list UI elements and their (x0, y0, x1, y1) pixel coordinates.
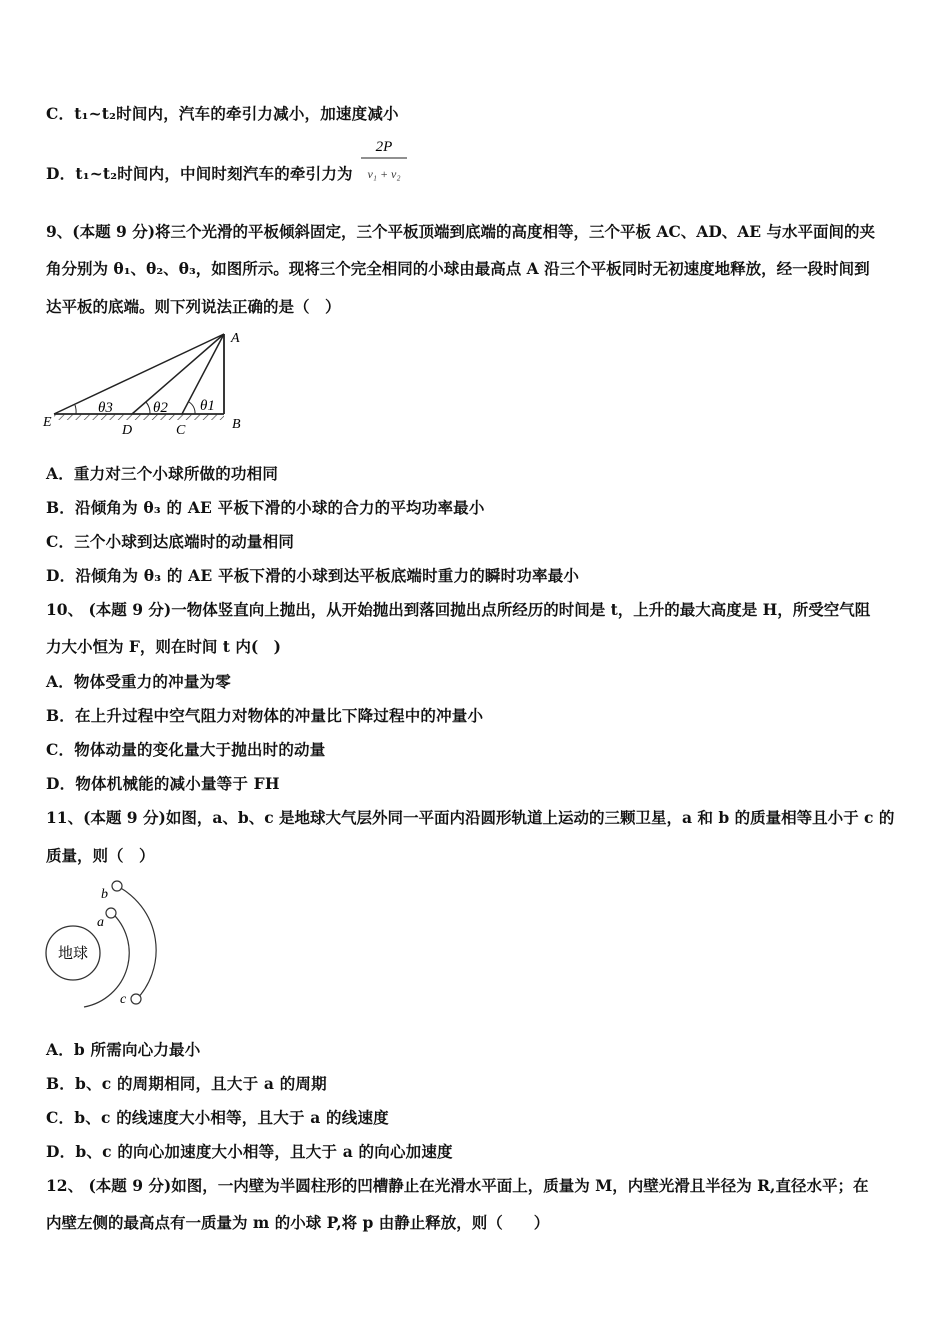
q12-stem-line2: 内壁左侧的最高点有一质量为 m 的小球 P,将 p 由静止释放，则（ ） (46, 1213, 550, 1232)
q10-option-d: D．物体机械能的减小量等于 FH (46, 774, 280, 793)
q9-incline-figure (40, 328, 250, 434)
angle-arc-3 (75, 405, 76, 414)
ground-hatching (54, 414, 224, 420)
point-d-label: D (122, 423, 133, 434)
fraction-numerator: 2P (375, 139, 393, 155)
q9-stem-line1: 9、(本题 9 分)将三个光滑的平板倾斜固定，三个平板顶端到底端的高度相等，三个平板 AC、AD、AE 与水平面间的夹 (46, 222, 875, 241)
earth-label: 地球 (57, 946, 89, 962)
q11-option-c: C．b、c 的线速度大小相等，且大于 a 的线速度 (46, 1108, 389, 1127)
q10-option-b: B．在上升过程中空气阻力对物体的冲量比下降过程中的冲量小 (46, 706, 484, 725)
theta2-label: θ2 (153, 400, 168, 416)
q12-stem-line1: 12、 (本题 9 分)如图，一内壁为半圆柱形的凹槽静止在光滑水平面上，质量为 M，内壁光滑且半径为 R,直径水平；在 (46, 1176, 869, 1195)
point-e-label: E (43, 415, 52, 430)
q9-option-c: C．三个小球到达底端时的动量相同 (46, 532, 295, 551)
q9-option-a: A．重力对三个小球所做的功相同 (46, 464, 279, 483)
outer-orbit (117, 886, 156, 1001)
q8-option-d: D．t₁~t₂时间内，中间时刻汽车的牵引力为 (46, 164, 353, 183)
plank-ae (54, 334, 224, 414)
satellite-b (112, 881, 122, 891)
q10-option-c: C．物体动量的变化量大于抛出时的动量 (46, 740, 326, 759)
point-b-label: B (232, 417, 241, 432)
satellite-c (131, 994, 141, 1004)
theta3-label: θ3 (98, 400, 113, 416)
q11-orbit-figure (40, 876, 170, 1011)
q11-stem-line1: 11、(本题 9 分)如图，a、b、c 是地球大气层外同一平面内沿圆形轨道上运动的三颗卫星，a 和 b 的质量相等且小于 c 的 (46, 808, 895, 827)
angle-arc-2 (146, 402, 150, 414)
q9-stem-line3: 达平板的底端。则下列说法正确的是（ ） (46, 297, 341, 316)
q8-option-c: C．t₁~t₂时间内，汽车的牵引力减小，加速度减小 (46, 104, 399, 123)
satellite-a (106, 908, 116, 918)
angle-arc-1 (189, 402, 195, 414)
point-a-label: A (231, 331, 240, 346)
satellite-c-label: c (120, 992, 127, 1007)
fraction-denominator: v₁ + v₂ (367, 167, 401, 181)
q10-stem-line2: 力大小恒为 F，则在时间 t 内( ) (46, 637, 282, 656)
satellite-b-label: b (101, 887, 108, 902)
q11-option-b: B．b、c 的周期相同，且大于 a 的周期 (46, 1074, 327, 1093)
q11-option-d: D．b、c 的向心加速度大小相等，且大于 a 的向心加速度 (46, 1142, 453, 1161)
point-c-label: C (176, 423, 186, 434)
q11-stem-line2: 质量，则（ ） (46, 846, 155, 865)
theta1-label: θ1 (200, 398, 215, 414)
q8-fraction (360, 136, 408, 186)
q9-option-b: B．沿倾角为 θ₃ 的 AE 平板下滑的小球的合力的平均功率最小 (46, 498, 485, 517)
satellite-a-label: a (97, 915, 104, 930)
q10-stem-line1: 10、 (本题 9 分)一物体竖直向上抛出，从开始抛出到落回抛出点所经历的时间是 t，上升的最大高度是 H，所受空气阻 (46, 600, 871, 619)
q11-option-a: A．b 所需向心力最小 (46, 1040, 201, 1059)
q9-stem-line2: 角分别为 θ₁、θ₂、θ₃，如图所示。现将三个完全相同的小球由最高点 A 沿三个平板同时无初速度地释放，经一段时间到 (46, 259, 870, 278)
q10-option-a: A．物体受重力的冲量为零 (46, 672, 231, 691)
q9-option-d: D．沿倾角为 θ₃ 的 AE 平板下滑的小球到达平板底端时重力的瞬时功率最小 (46, 566, 580, 585)
